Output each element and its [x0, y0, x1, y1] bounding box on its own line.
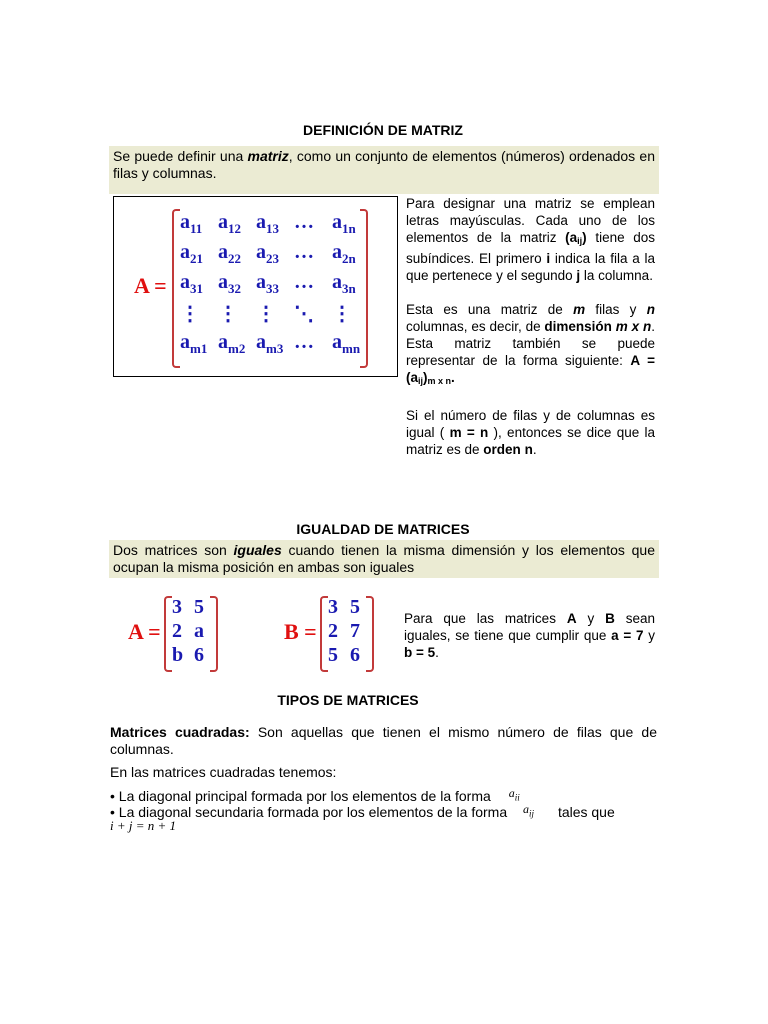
text: Son aquellas que tienen el mismo número de filas que de columnas.: [110, 724, 657, 757]
matrix-cell: [180, 301, 200, 326]
matrix-entry: ⋮: [218, 303, 238, 325]
paragraph-dimension: [406, 301, 655, 390]
band-text: Se puede definir una: [113, 148, 248, 164]
matrix-cell: 3: [328, 596, 338, 618]
matrix-entry: …: [294, 241, 314, 263]
matrix-entry: ⋮: [256, 303, 276, 325]
matrix-entry: …: [294, 331, 314, 353]
matrix-a-figure: [126, 594, 226, 672]
text: . Esta matriz también se puede representar de la forma siguiente:: [406, 319, 655, 368]
letter-b: B: [605, 611, 615, 626]
matrix-entry: a: [256, 211, 266, 233]
right-bracket: [360, 209, 368, 368]
matrix-subscript: 12: [228, 221, 241, 236]
matrix-entry: a: [256, 271, 266, 293]
matrix-subscript: 32: [228, 281, 241, 296]
matrix-cell: [218, 301, 238, 326]
matrix-cell: 3: [172, 596, 182, 618]
matrix-subscript: 23: [266, 251, 279, 266]
left-bracket: [164, 596, 172, 672]
matrix-cell: 7: [350, 620, 360, 642]
matrix-entry: a: [180, 211, 190, 233]
band-text: Dos matrices son: [113, 542, 234, 558]
text: y: [576, 611, 606, 626]
subscript: ij: [418, 376, 424, 386]
matrix-entry: a: [180, 241, 190, 263]
text: Para que las matrices: [404, 611, 567, 626]
matrix-entry: a: [256, 241, 266, 263]
m-equals-n: m = n: [449, 425, 489, 440]
matrix-entry: a: [218, 271, 228, 293]
matrix-cell: [332, 301, 352, 326]
matrix-subscript: mn: [342, 341, 361, 356]
text: • La diagonal secundaria formada por los elementos de la forma: [110, 804, 508, 820]
band-text: cuando tienen la misma dimensión y los elementos que ocupan la misma posición en ambas son iguales: [113, 542, 655, 575]
text: ), entonces se dice que la matriz es de: [406, 425, 655, 457]
matrix-subscript: m3: [266, 341, 284, 356]
matrix-cell: [256, 331, 283, 357]
n-symbol: n: [646, 302, 655, 317]
matrix-cell: [218, 211, 241, 237]
matrix-cell: [256, 271, 279, 297]
index-j: j: [576, 268, 581, 283]
text: .: [435, 645, 439, 660]
left-bracket: [172, 209, 180, 368]
matrix-cell: 2: [172, 620, 182, 642]
text: la columna.: [580, 268, 653, 283]
matrix-cell: a: [194, 620, 204, 642]
matrix-subscript: m1: [190, 341, 208, 356]
aij-symbol: [565, 230, 587, 245]
matrix-entry: a: [332, 211, 342, 233]
subscript: ii: [514, 792, 520, 803]
order-word: orden: [483, 442, 521, 457]
matrix-cell: [180, 211, 202, 237]
paragraph-order: [406, 407, 655, 458]
matrix-cell: [294, 271, 314, 294]
text: .: [451, 370, 455, 385]
m-symbol: m: [573, 302, 586, 317]
matrix-cell: 5: [328, 644, 338, 666]
text: Esta es una matriz de: [406, 302, 574, 317]
matrix-cell: [294, 301, 314, 326]
section-title-definicion: DEFINICIÓN DE MATRIZ: [303, 122, 463, 138]
matrix-cell: 5: [350, 596, 360, 618]
matrix-entry: a: [180, 331, 190, 353]
matrix-a-label: A =: [128, 619, 161, 644]
matrix-subscript: 1n: [342, 221, 356, 236]
condition-b: b = 5: [404, 645, 436, 660]
matrix-cell: b: [172, 644, 184, 666]
mxn-symbol: m x n: [615, 319, 652, 334]
matrix-subscript: 33: [266, 281, 279, 296]
square-label: Matrices cuadradas:: [110, 724, 250, 740]
math-aij: [523, 802, 535, 819]
matrix-subscript: 13: [266, 221, 279, 236]
matrix-subscript: 2n: [342, 251, 356, 266]
square-matrices-definition: [110, 724, 657, 758]
matrix-cell: [256, 241, 279, 267]
matrix-entry: a: [332, 331, 342, 353]
matrix-entry: …: [294, 211, 314, 233]
matrix-entry: ⋮: [180, 303, 200, 325]
matrix-cell: [180, 241, 203, 267]
matrix-entry: a: [218, 331, 228, 353]
matrix-entry: ⋱: [294, 303, 314, 325]
matrix-cell: [332, 211, 356, 237]
equality-band: [109, 540, 659, 578]
text: y: [643, 628, 655, 643]
text: ): [423, 370, 428, 385]
matrix-b-label: B =: [284, 619, 317, 644]
general-matrix-figure: [113, 196, 398, 377]
matrix-cell: [332, 271, 356, 297]
n-symbol: n: [524, 442, 533, 457]
matrix-entry: a: [218, 241, 228, 263]
right-bracket: [210, 596, 218, 672]
section-title-tipos: TIPOS DE MATRICES: [277, 692, 419, 708]
matrix-cell: [256, 211, 279, 237]
matrix-entry: ⋮: [332, 303, 352, 325]
matrix-cell: [332, 331, 360, 357]
matrix-subscript: 11: [190, 221, 203, 236]
section-title-igualdad: IGUALDAD DE MATRICES: [296, 521, 470, 537]
text: ): [582, 230, 587, 245]
matrix-entry: a: [332, 241, 342, 263]
text: a: [508, 786, 515, 800]
matrix-entry: a: [332, 271, 342, 293]
text: A = (a: [406, 353, 655, 385]
matrix-explanation: [406, 195, 655, 458]
band-emphasis: matriz: [247, 148, 289, 164]
band-emphasis: iguales: [233, 542, 282, 558]
text: tiene dos subíndices. El primero: [406, 230, 656, 266]
matrix-entry: a: [256, 331, 266, 353]
matrix-cell: [294, 241, 314, 264]
matrix-subscript: 22: [228, 251, 241, 266]
matrix-cell: [256, 301, 276, 326]
text: Para designar una matriz se emplean letras mayúsculas. Cada uno de los elementos de la matriz: [406, 196, 655, 245]
matrix-cell: [180, 271, 203, 297]
text: a: [523, 802, 530, 816]
matrix-cell: [332, 241, 356, 267]
band-text: , como un conjunto de elementos (números) ordenados en filas y columnas.: [113, 148, 655, 181]
matrix-label: A =: [134, 273, 167, 298]
equality-condition: [404, 610, 655, 661]
matrix-entry: a: [218, 211, 228, 233]
index-i: i: [546, 251, 551, 266]
right-bracket: [366, 596, 374, 672]
matrix-entry: …: [294, 271, 314, 293]
matrix-cell: [294, 331, 314, 354]
paragraph-designation: [406, 195, 655, 284]
text: .: [532, 442, 537, 457]
text: columnas, es decir, de: [406, 319, 545, 334]
text: Si el número de filas y de columnas es igual (: [406, 408, 655, 440]
text: sean iguales, se tiene que cumplir que: [404, 611, 655, 643]
subscript: ij: [529, 808, 535, 819]
matrix-cell: [294, 211, 314, 234]
math-aii: [508, 786, 520, 803]
text: • La diagonal principal formada por los elementos de la forma: [110, 788, 491, 804]
matrix-cell: [218, 241, 241, 267]
definition-band: [109, 146, 659, 194]
matrix-cell: [180, 331, 207, 357]
matrix-cell: 6: [194, 644, 204, 666]
matrix-cell: 6: [350, 644, 360, 666]
matrix-cell: 2: [328, 620, 338, 642]
text: filas y: [585, 302, 647, 317]
matrix-b-figure: [284, 594, 384, 672]
matrix-cell: [218, 331, 245, 357]
matrix-cell: [218, 271, 241, 297]
left-bracket: [320, 596, 328, 672]
matrix-subscript: 3n: [342, 281, 356, 296]
matrix-subscript: 31: [190, 281, 203, 296]
matrix-cell: 5: [194, 596, 204, 618]
text: tales que: [557, 804, 615, 820]
condition-a: a = 7: [611, 628, 644, 643]
matrix-subscript: m2: [228, 341, 246, 356]
square-intro: En las matrices cuadradas tenemos:: [110, 764, 337, 780]
subscript: m x n: [427, 376, 452, 386]
matrix-entry: a: [180, 271, 190, 293]
matrix-subscript: 21: [190, 251, 203, 266]
text: (a: [565, 230, 578, 245]
letter-a: A: [566, 611, 577, 626]
math-condition: i + j = n + 1: [110, 818, 177, 833]
text: indica la fila a la que pertenece y el segundo: [406, 251, 655, 283]
dimension-word: dimensión: [544, 319, 612, 334]
bullet-secondary-diagonal: [110, 804, 670, 826]
subscript: ij: [577, 236, 583, 246]
